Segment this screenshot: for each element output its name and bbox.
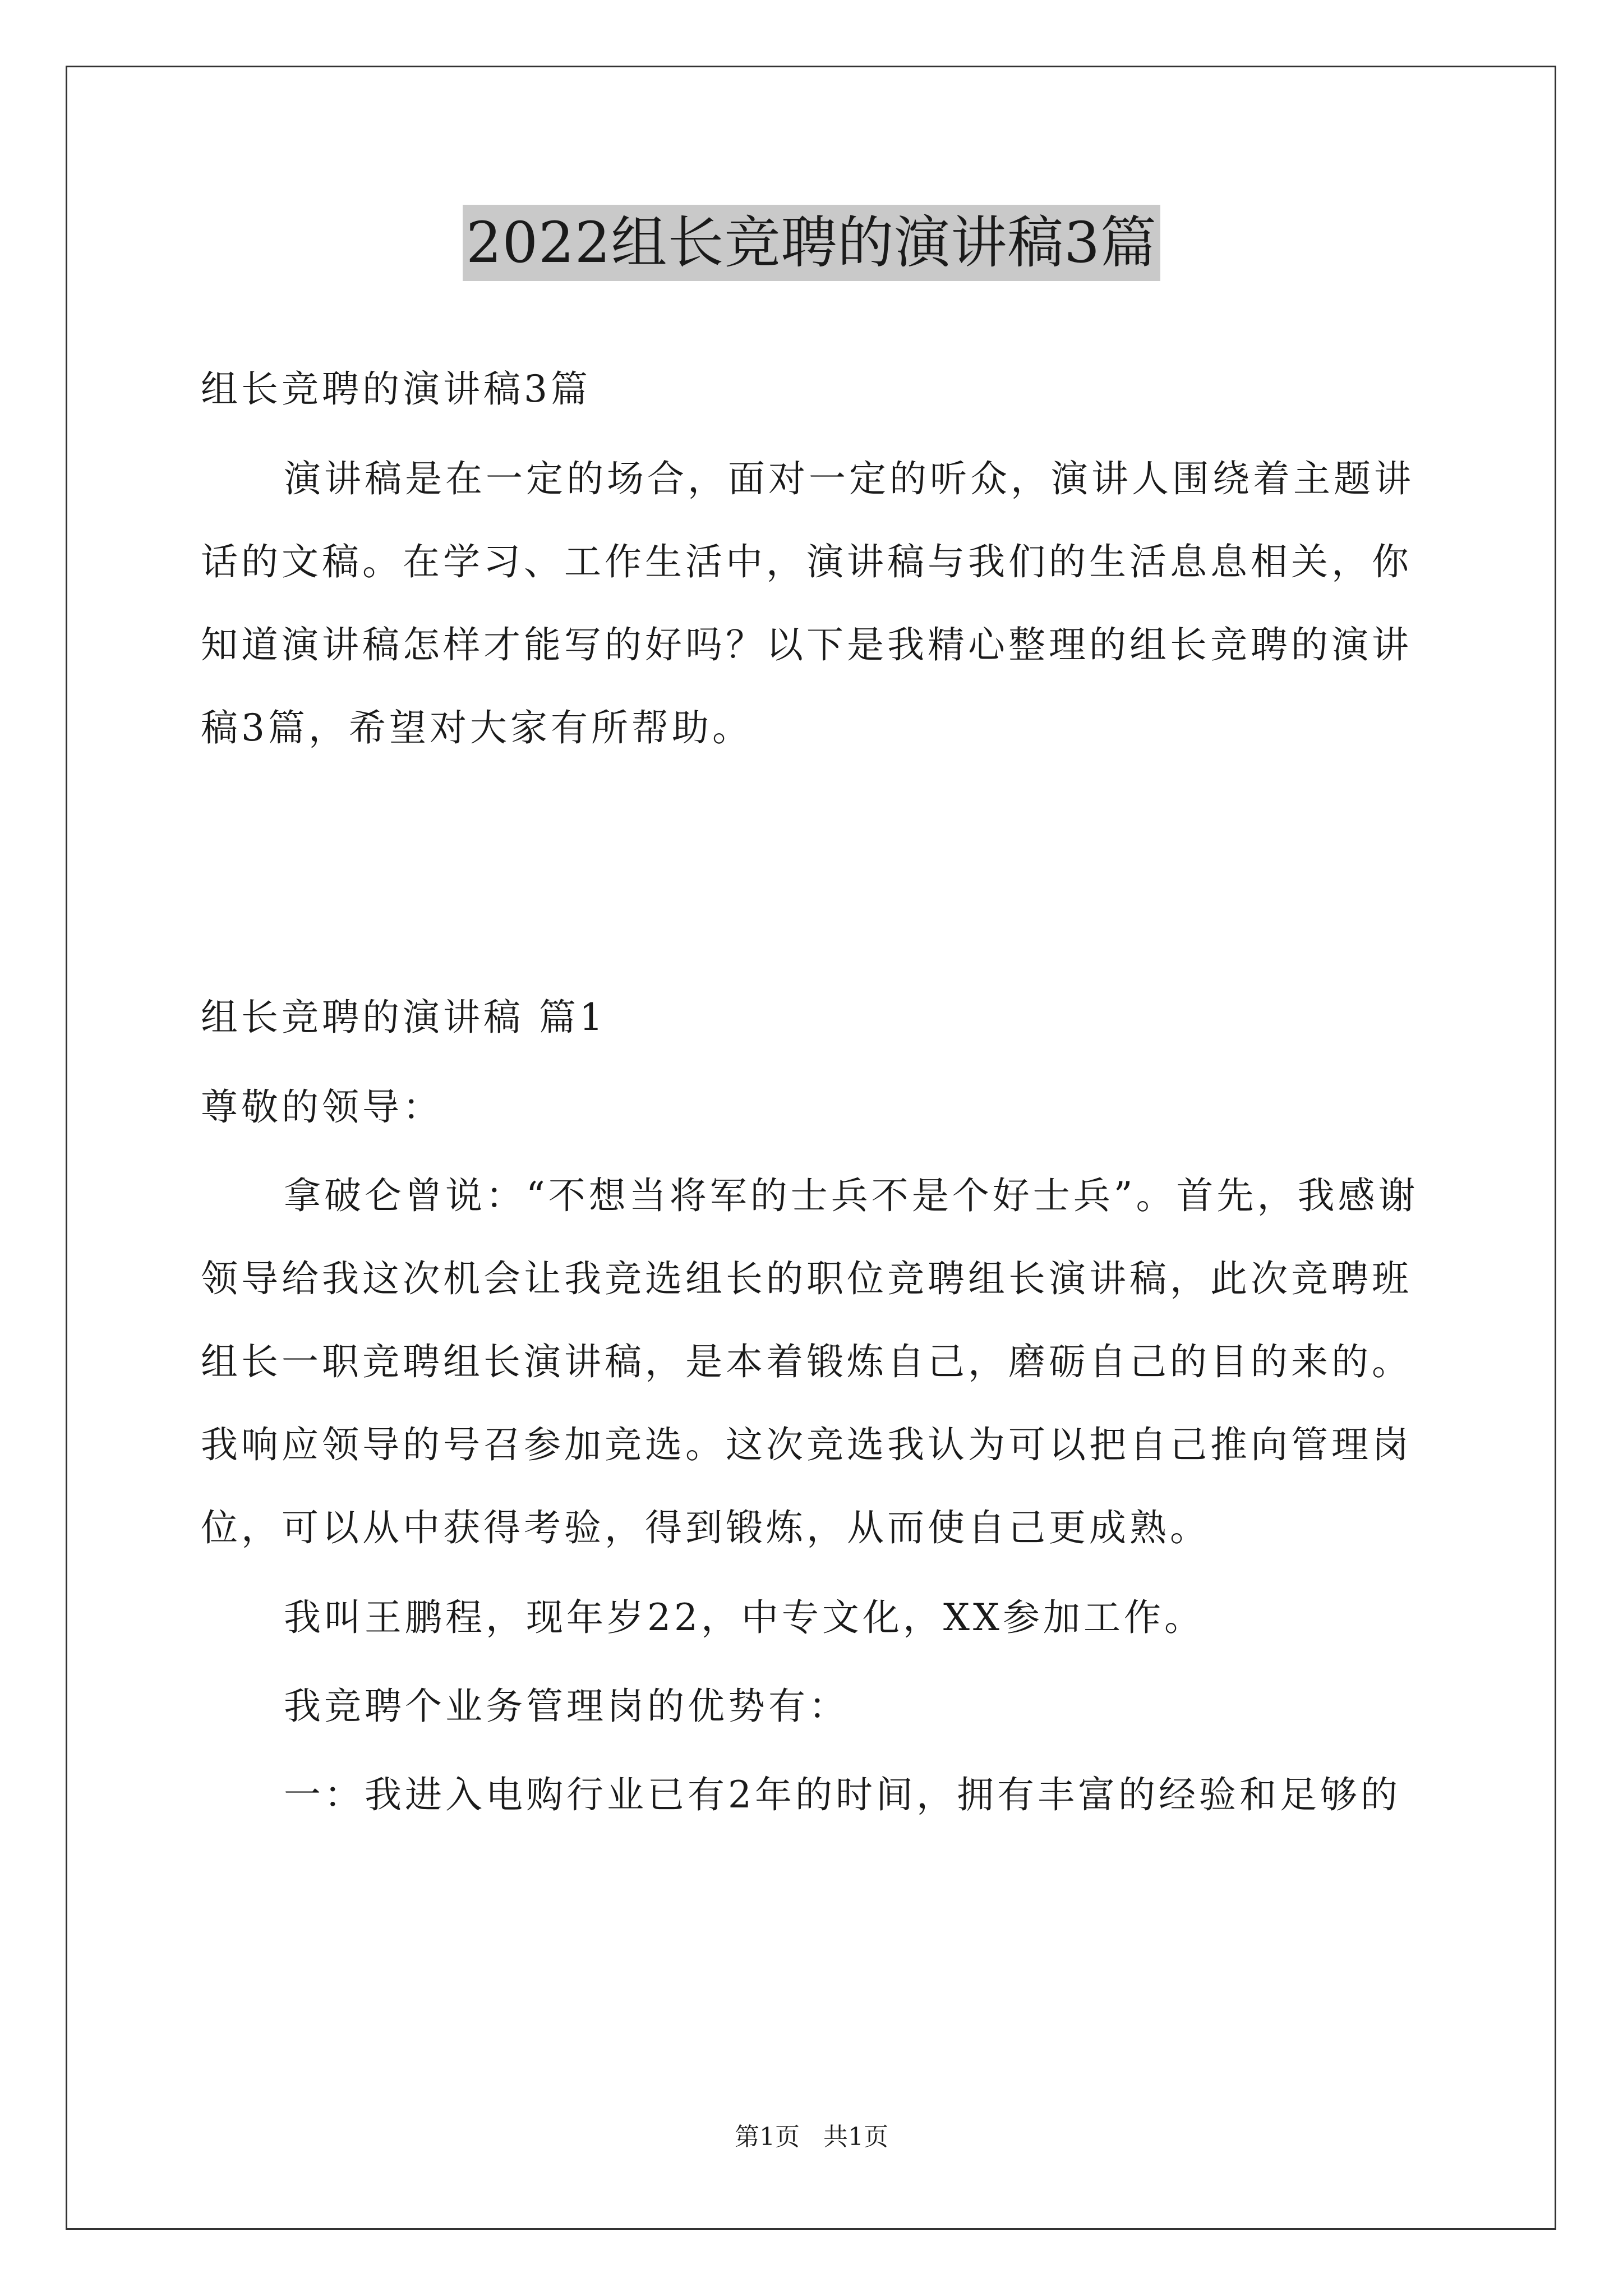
- page-footer: 第1页 共1页: [735, 2123, 888, 2151]
- paragraph-line: 我竞聘个业务管理岗的优势有：: [284, 1685, 849, 1728]
- intro-line: 知道演讲稿怎样才能写的好吗？以下是我精心整理的组长竞聘的演讲: [201, 623, 1412, 666]
- paragraph-line: 组长一职竞聘组长演讲稿，是本着锻炼自己，磨砺自己的目的来的。: [201, 1340, 1412, 1383]
- paragraph-line: 领导给我这次机会让我竞选组长的职位竞聘组长演讲稿，此次竞聘班: [201, 1257, 1412, 1300]
- intro-line: 稿3篇，希望对大家有所帮助。: [201, 706, 753, 749]
- paragraph-line: 我叫王鹏程，现年岁22，中专文化，XX参加工作。: [284, 1596, 1205, 1639]
- salutation: 尊敬的领导：: [201, 1085, 443, 1129]
- document-subtitle: 组长竞聘的演讲稿3篇: [201, 367, 591, 411]
- section-heading: 组长竞聘的演讲稿 篇1: [201, 996, 606, 1039]
- paragraph-line: 我响应领导的号召参加竞选。这次竞选我认为可以把自己推向管理岗: [201, 1423, 1412, 1466]
- paragraph-line: 一：我进入电购行业已有2年的时间，拥有丰富的经验和足够的: [284, 1773, 1401, 1816]
- paragraph-line: 拿破仑曾说：“不想当将军的士兵不是个好士兵”。首先，我感谢: [284, 1174, 1419, 1217]
- paragraph-line: 位，可以从中获得考验，得到锻炼，从而使自己更成熟。: [201, 1506, 1210, 1549]
- intro-line: 演讲稿是在一定的场合，面对一定的听众，演讲人围绕着主题讲: [284, 457, 1414, 500]
- document-title: 2022组长竞聘的演讲稿3篇: [463, 205, 1160, 281]
- intro-line: 话的文稿。在学习、工作生活中，演讲稿与我们的生活息息相关，你: [201, 540, 1412, 583]
- title-container: [0, 205, 1623, 281]
